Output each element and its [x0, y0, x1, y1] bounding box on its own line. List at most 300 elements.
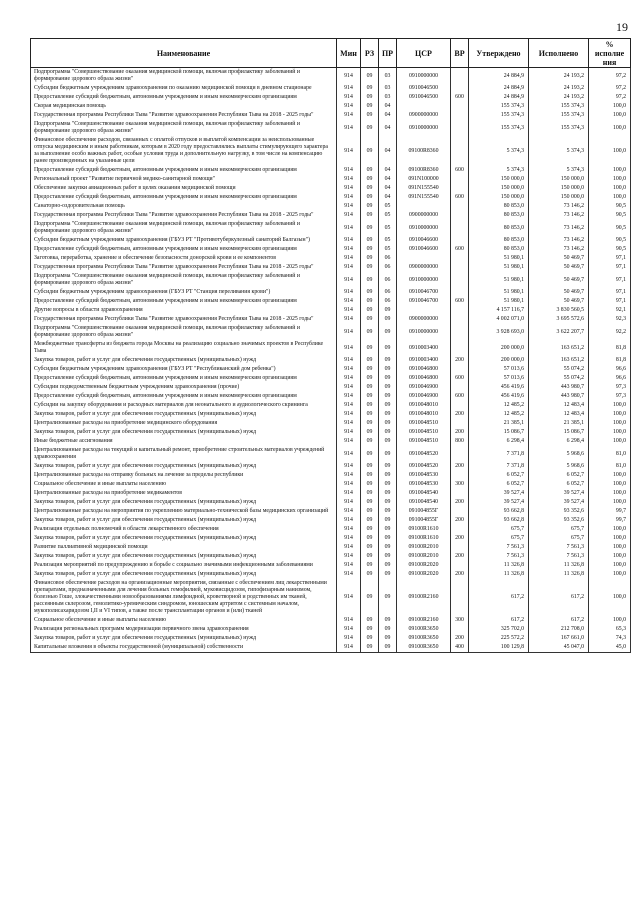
row-min: 914: [337, 401, 361, 410]
row-vr: [451, 365, 469, 374]
row-percent: 100,0: [589, 561, 631, 570]
row-percent: 97,1: [589, 263, 631, 272]
row-approved: 5 374,3: [469, 136, 529, 166]
row-percent: 100,0: [589, 480, 631, 489]
row-min: 914: [337, 507, 361, 516]
row-vr: 200: [451, 428, 469, 437]
row-executed: 73 146,2: [529, 211, 589, 220]
row-approved: 5 374,3: [469, 166, 529, 175]
row-pr: 09: [379, 570, 397, 579]
row-min: 914: [337, 84, 361, 93]
row-executed: 5 374,3: [529, 166, 589, 175]
row-rz: 09: [361, 315, 379, 324]
row-name: Централизованные расходы на мероприятия по укреплению материально-технической базы медицинских организаций: [31, 507, 337, 516]
row-approved: 617,2: [469, 579, 529, 616]
table-row: [31, 462, 631, 471]
row-vr: [451, 625, 469, 634]
row-approved: 80 853,0: [469, 236, 529, 245]
row-name: Государственная программа Республики Тыва "Развитие здравоохранения Республики Тыва на 2018 - 2025 годы": [31, 211, 337, 220]
row-vr: 600: [451, 297, 469, 306]
row-vr: 200: [451, 356, 469, 365]
table-body: [31, 68, 631, 653]
row-name: Капитальные вложения в объекты государственной (муниципальной) собственности: [31, 643, 337, 653]
row-min: 914: [337, 306, 361, 315]
row-vr: [451, 254, 469, 263]
row-name: Подпрограмма "Совершенствование оказания медицинской помощи, включая профилактику заболеваний и формирование здорового образа жизни": [31, 120, 337, 136]
row-pr: 09: [379, 634, 397, 643]
row-csr: 0910048520: [397, 446, 451, 462]
row-pr: 09: [379, 437, 397, 446]
row-rz: 09: [361, 543, 379, 552]
row-vr: 300: [451, 480, 469, 489]
row-csr: 0910000000: [397, 68, 451, 85]
table-row: [31, 340, 631, 356]
row-approved: 57 013,6: [469, 374, 529, 383]
row-pr: 06: [379, 263, 397, 272]
row-rz: 09: [361, 288, 379, 297]
row-min: 914: [337, 263, 361, 272]
header-executed: Исполнено: [529, 39, 589, 68]
row-rz: 09: [361, 254, 379, 263]
row-csr: 0910000000: [397, 120, 451, 136]
row-vr: [451, 175, 469, 184]
row-rz: 09: [361, 93, 379, 102]
row-pr: 09: [379, 498, 397, 507]
row-name: Предоставление субсидий бюджетным, автономным учреждениям и иным некоммерческим организациям: [31, 297, 337, 306]
table-row: [31, 272, 631, 288]
row-percent: 100,0: [589, 136, 631, 166]
row-executed: 6 052,7: [529, 480, 589, 489]
row-min: 914: [337, 102, 361, 111]
row-rz: 09: [361, 489, 379, 498]
row-percent: 92,1: [589, 306, 631, 315]
table-row: [31, 236, 631, 245]
row-name: Закупка товаров, работ и услуг для обеспечения государственных (муниципальных) нужд: [31, 410, 337, 419]
row-name: Заготовка, переработка, хранение и обеспечение безопасности донорской крови и ее компонентов: [31, 254, 337, 263]
row-min: 914: [337, 340, 361, 356]
header-percent: % исполне ния: [589, 39, 631, 68]
row-csr: 0910048510: [397, 419, 451, 428]
row-min: 914: [337, 471, 361, 480]
row-csr: 091004855Г: [397, 516, 451, 525]
row-rz: 09: [361, 374, 379, 383]
row-name: Другие вопросы в области здравоохранения: [31, 306, 337, 315]
row-executed: 39 527,4: [529, 498, 589, 507]
row-csr: 0910000000: [397, 272, 451, 288]
row-rz: 09: [361, 516, 379, 525]
row-pr: 06: [379, 297, 397, 306]
row-vr: [451, 184, 469, 193]
row-percent: 97,2: [589, 84, 631, 93]
budget-table: [30, 38, 631, 653]
row-min: 914: [337, 462, 361, 471]
table-row: [31, 254, 631, 263]
table-row: [31, 374, 631, 383]
row-executed: 73 146,2: [529, 220, 589, 236]
table-row: [31, 102, 631, 111]
row-vr: [451, 446, 469, 462]
row-executed: 11 326,8: [529, 570, 589, 579]
row-approved: 57 013,6: [469, 365, 529, 374]
row-rz: 09: [361, 184, 379, 193]
row-percent: 90,5: [589, 211, 631, 220]
row-percent: 100,0: [589, 471, 631, 480]
row-min: 914: [337, 579, 361, 616]
row-csr: 09100R2010: [397, 543, 451, 552]
row-min: 914: [337, 498, 361, 507]
row-min: 914: [337, 288, 361, 297]
row-min: 914: [337, 254, 361, 263]
table-row: [31, 437, 631, 446]
row-percent: 97,2: [589, 68, 631, 85]
row-name: Подпрограмма "Совершенствование оказания медицинской помощи, включая профилактику заболеваний и формирование здорового образа жизни": [31, 220, 337, 236]
table-row: [31, 306, 631, 315]
row-approved: 456 419,6: [469, 392, 529, 401]
row-min: 914: [337, 480, 361, 489]
row-percent: 100,0: [589, 120, 631, 136]
row-pr: 04: [379, 166, 397, 175]
row-name: Закупка товаров, работ и услуг для обеспечения государственных (муниципальных) нужд: [31, 552, 337, 561]
row-pr: 09: [379, 643, 397, 653]
row-executed: 443 980,7: [529, 383, 589, 392]
row-name: Реализация мероприятий по предупреждению и борьбе с социально значимыми инфекционными заболеваниями: [31, 561, 337, 570]
row-executed: 6 298,4: [529, 437, 589, 446]
row-name: Централизованные расходы на отправку больных на лечение за пределы республики: [31, 471, 337, 480]
row-vr: 200: [451, 410, 469, 419]
row-min: 914: [337, 552, 361, 561]
row-executed: 21 385,1: [529, 419, 589, 428]
header-approved: Утверждено: [469, 39, 529, 68]
row-name: Предоставление субсидий бюджетным, автономным учреждениям и иным некоммерческим организациям: [31, 392, 337, 401]
row-executed: 50 469,7: [529, 254, 589, 263]
row-name: Реализация отдельных полномочий в области лекарственного обеспечения: [31, 525, 337, 534]
row-executed: 150 000,0: [529, 193, 589, 202]
row-executed: 675,7: [529, 525, 589, 534]
row-approved: 21 385,1: [469, 419, 529, 428]
row-csr: 0900000000: [397, 111, 451, 120]
row-pr: 04: [379, 120, 397, 136]
row-rz: 09: [361, 471, 379, 480]
row-pr: 09: [379, 561, 397, 570]
row-percent: 90,5: [589, 202, 631, 211]
row-vr: [451, 84, 469, 93]
table-row: [31, 543, 631, 552]
row-percent: 65,3: [589, 625, 631, 634]
row-rz: 09: [361, 419, 379, 428]
row-name: Закупка товаров, работ и услуг для обеспечения государственных (муниципальных) нужд: [31, 516, 337, 525]
row-min: 914: [337, 220, 361, 236]
row-csr: 0910000000: [397, 324, 451, 340]
row-pr: 09: [379, 446, 397, 462]
row-min: 914: [337, 68, 361, 85]
row-min: 914: [337, 356, 361, 365]
row-csr: 0910048010: [397, 401, 451, 410]
row-name: Субсидии на закупку оборудования и расходных материалов для неонатального и аудиологического скрининга: [31, 401, 337, 410]
row-rz: 09: [361, 102, 379, 111]
row-name: Субсидии бюджетным учреждениям здравоохранения (ГБУЗ РТ "Станция переливания крови"): [31, 288, 337, 297]
table-row: [31, 245, 631, 254]
row-vr: [451, 401, 469, 410]
row-percent: 100,0: [589, 552, 631, 561]
row-executed: 73 146,2: [529, 245, 589, 254]
row-min: 914: [337, 543, 361, 552]
header-csr: ЦСР: [397, 39, 451, 68]
row-approved: 155 374,3: [469, 120, 529, 136]
row-name: Скорая медицинская помощь: [31, 102, 337, 111]
row-csr: 09100R1610: [397, 534, 451, 543]
table-row: [31, 401, 631, 410]
row-rz: 09: [361, 68, 379, 85]
row-rz: 09: [361, 211, 379, 220]
row-rz: 09: [361, 324, 379, 340]
row-rz: 09: [361, 365, 379, 374]
header-rz: РЗ: [361, 39, 379, 68]
row-vr: 600: [451, 245, 469, 254]
row-percent: 97,1: [589, 297, 631, 306]
row-name: Централизованные расходы на текущий и капитальный ремонт, приобретение строительных материалов учреждений здравоохранения: [31, 446, 337, 462]
row-csr: 09100R3650: [397, 625, 451, 634]
table-row: [31, 525, 631, 534]
row-name: Государственная программа Республики Тыва "Развитие здравоохранения Республики Тыва на 2018 - 2025 годы": [31, 315, 337, 324]
row-pr: 09: [379, 428, 397, 437]
row-pr: 09: [379, 579, 397, 616]
table-row: [31, 263, 631, 272]
row-vr: [451, 579, 469, 616]
row-vr: [451, 340, 469, 356]
table-row: [31, 643, 631, 653]
row-vr: [451, 211, 469, 220]
row-name: Закупка товаров, работ и услуг для обеспечения государственных (муниципальных) нужд: [31, 428, 337, 437]
table-row: [31, 392, 631, 401]
row-percent: 81,0: [589, 462, 631, 471]
row-executed: 3 830 560,5: [529, 306, 589, 315]
row-executed: 73 146,2: [529, 202, 589, 211]
row-percent: 100,0: [589, 534, 631, 543]
row-executed: 163 651,2: [529, 356, 589, 365]
row-pr: 09: [379, 543, 397, 552]
header-name: Наименование: [31, 39, 337, 68]
row-percent: 100,0: [589, 193, 631, 202]
row-min: 914: [337, 561, 361, 570]
row-vr: 200: [451, 570, 469, 579]
row-pr: 09: [379, 471, 397, 480]
row-pr: 09: [379, 401, 397, 410]
row-name: Государственная программа Республики Тыва "Развитие здравоохранения Республики Тыва на 2018 - 2025 годы": [31, 111, 337, 120]
row-rz: 09: [361, 111, 379, 120]
row-approved: 51 980,1: [469, 272, 529, 288]
row-name: Централизованные расходы на приобретение медикаментов: [31, 489, 337, 498]
row-pr: 05: [379, 211, 397, 220]
row-name: Государственная программа Республики Тыва "Развитие здравоохранения Республики Тыва на 2018 - 2025 годы": [31, 263, 337, 272]
row-executed: 7 561,3: [529, 543, 589, 552]
row-rz: 09: [361, 525, 379, 534]
row-percent: 100,0: [589, 166, 631, 175]
row-percent: 74,3: [589, 634, 631, 643]
row-csr: 0910046600: [397, 245, 451, 254]
row-rz: 09: [361, 480, 379, 489]
row-percent: 90,5: [589, 220, 631, 236]
row-rz: 09: [361, 428, 379, 437]
row-name: Региональный проект "Развитие первичной медико-санитарной помощи": [31, 175, 337, 184]
row-rz: 09: [361, 306, 379, 315]
row-rz: 09: [361, 297, 379, 306]
table-row: [31, 579, 631, 616]
row-name: Субсидии бюджетным учреждениям здравоохранения (ГБУЗ РТ "Противотуберкулезный санаторий Балгазын"): [31, 236, 337, 245]
row-min: 914: [337, 136, 361, 166]
row-min: 914: [337, 525, 361, 534]
row-approved: 325 702,0: [469, 625, 529, 634]
row-executed: 6 052,7: [529, 471, 589, 480]
row-approved: 155 374,3: [469, 102, 529, 111]
row-vr: [451, 272, 469, 288]
row-executed: 15 086,7: [529, 428, 589, 437]
row-percent: 100,0: [589, 419, 631, 428]
row-approved: 51 980,1: [469, 254, 529, 263]
row-csr: 09100R2020: [397, 570, 451, 579]
row-rz: 09: [361, 616, 379, 625]
row-csr: 0910046800: [397, 374, 451, 383]
row-pr: 09: [379, 306, 397, 315]
table-row: [31, 383, 631, 392]
row-percent: 100,0: [589, 175, 631, 184]
row-csr: 0910046700: [397, 297, 451, 306]
row-csr: 09100R3650: [397, 643, 451, 653]
row-approved: 51 980,1: [469, 288, 529, 297]
row-vr: 200: [451, 462, 469, 471]
row-vr: 600: [451, 166, 469, 175]
row-vr: 400: [451, 643, 469, 653]
table-row: [31, 561, 631, 570]
row-pr: 04: [379, 193, 397, 202]
row-min: 914: [337, 193, 361, 202]
row-executed: 12 483,4: [529, 401, 589, 410]
row-csr: 0910046900: [397, 383, 451, 392]
row-rz: 09: [361, 383, 379, 392]
row-min: 914: [337, 297, 361, 306]
row-percent: 97,1: [589, 254, 631, 263]
row-approved: 24 884,9: [469, 68, 529, 85]
row-csr: 0910000000: [397, 220, 451, 236]
row-rz: 09: [361, 634, 379, 643]
row-csr: 09100R2160: [397, 579, 451, 616]
row-approved: 617,2: [469, 616, 529, 625]
row-name: Закупка товаров, работ и услуг для обеспечения государственных (муниципальных) нужд: [31, 356, 337, 365]
table-row: [31, 419, 631, 428]
table-row: [31, 534, 631, 543]
row-executed: 155 374,3: [529, 102, 589, 111]
row-pr: 04: [379, 102, 397, 111]
row-pr: 09: [379, 410, 397, 419]
row-csr: 0910048540: [397, 489, 451, 498]
table-row: [31, 410, 631, 419]
row-approved: 6 298,4: [469, 437, 529, 446]
row-min: 914: [337, 428, 361, 437]
row-name: Закупка товаров, работ и услуг для обеспечения государственных (муниципальных) нужд: [31, 498, 337, 507]
row-csr: 0910046900: [397, 392, 451, 401]
row-percent: 92,3: [589, 315, 631, 324]
row-name: Субсидии подведомственным бюджетным учреждениям здравоохранения (прочие): [31, 383, 337, 392]
row-csr: 0900000000: [397, 315, 451, 324]
row-percent: 81,8: [589, 340, 631, 356]
row-min: 914: [337, 383, 361, 392]
row-min: 914: [337, 516, 361, 525]
row-pr: 03: [379, 68, 397, 85]
table-row: [31, 570, 631, 579]
table-row: [31, 202, 631, 211]
row-executed: 163 651,2: [529, 340, 589, 356]
row-csr: 0900000000: [397, 211, 451, 220]
row-percent: 100,0: [589, 184, 631, 193]
table-row: [31, 120, 631, 136]
row-vr: 200: [451, 634, 469, 643]
row-name: Предоставление субсидий бюджетным, автономным учреждениям и иным некоммерческим организациям: [31, 166, 337, 175]
row-percent: 99,7: [589, 507, 631, 516]
row-percent: 100,0: [589, 525, 631, 534]
row-approved: 150 000,0: [469, 184, 529, 193]
row-name: Межбюджетные трансферты из бюджета города Москвы на реализацию социально значимых проектов в Республике Тыва: [31, 340, 337, 356]
row-executed: 675,7: [529, 534, 589, 543]
row-executed: 155 374,3: [529, 111, 589, 120]
row-vr: [451, 220, 469, 236]
row-percent: 100,0: [589, 579, 631, 616]
row-min: 914: [337, 570, 361, 579]
row-pr: 09: [379, 315, 397, 324]
row-min: 914: [337, 534, 361, 543]
row-percent: 97,3: [589, 392, 631, 401]
row-approved: 51 980,1: [469, 297, 529, 306]
row-pr: 09: [379, 507, 397, 516]
row-approved: 15 086,7: [469, 428, 529, 437]
row-pr: 09: [379, 489, 397, 498]
row-percent: 81,0: [589, 446, 631, 462]
row-vr: [451, 489, 469, 498]
row-percent: 100,0: [589, 102, 631, 111]
row-min: 914: [337, 272, 361, 288]
row-approved: 11 326,8: [469, 561, 529, 570]
row-name: Обеспечение закупки авиационных работ в целях оказания медицинской помощи: [31, 184, 337, 193]
row-csr: [397, 306, 451, 315]
row-percent: 90,5: [589, 245, 631, 254]
row-approved: 675,7: [469, 534, 529, 543]
row-pr: 09: [379, 340, 397, 356]
row-approved: 150 000,0: [469, 175, 529, 184]
row-rz: 09: [361, 534, 379, 543]
row-executed: 93 352,6: [529, 516, 589, 525]
row-csr: 09100R3650: [397, 634, 451, 643]
row-approved: 200 000,0: [469, 356, 529, 365]
table-row: [31, 111, 631, 120]
table-row: [31, 471, 631, 480]
row-rz: 09: [361, 579, 379, 616]
row-approved: 7 561,3: [469, 552, 529, 561]
row-approved: 39 527,4: [469, 498, 529, 507]
row-pr: 05: [379, 245, 397, 254]
table-row: [31, 288, 631, 297]
row-percent: 100,0: [589, 498, 631, 507]
row-csr: 0910003400: [397, 356, 451, 365]
row-min: 914: [337, 111, 361, 120]
row-rz: 09: [361, 625, 379, 634]
row-pr: 04: [379, 111, 397, 120]
row-percent: 100,0: [589, 428, 631, 437]
row-pr: 09: [379, 516, 397, 525]
row-csr: 0910046600: [397, 236, 451, 245]
row-vr: 200: [451, 552, 469, 561]
row-pr: 05: [379, 220, 397, 236]
row-name: Финансовое обеспечение расходов на организационные мероприятия, связанные с обеспечением лиц лекарственными препаратами, предназначенными для лечения больных гемофилией, муковисцидозом, гипофизарным нанизмом, болезнью Гоше, злокачественными новообразованиями лимфоидной, кроветворной и родственных им тканей, рассеянным склерозом, гемолитико-уремическим синдромом, юношеским артритом с системным началом, мукополисахаридозом I,II и VI типов, а также после трансплантации органов и (или) тканей: [31, 579, 337, 616]
row-executed: 50 469,7: [529, 263, 589, 272]
row-pr: 09: [379, 419, 397, 428]
